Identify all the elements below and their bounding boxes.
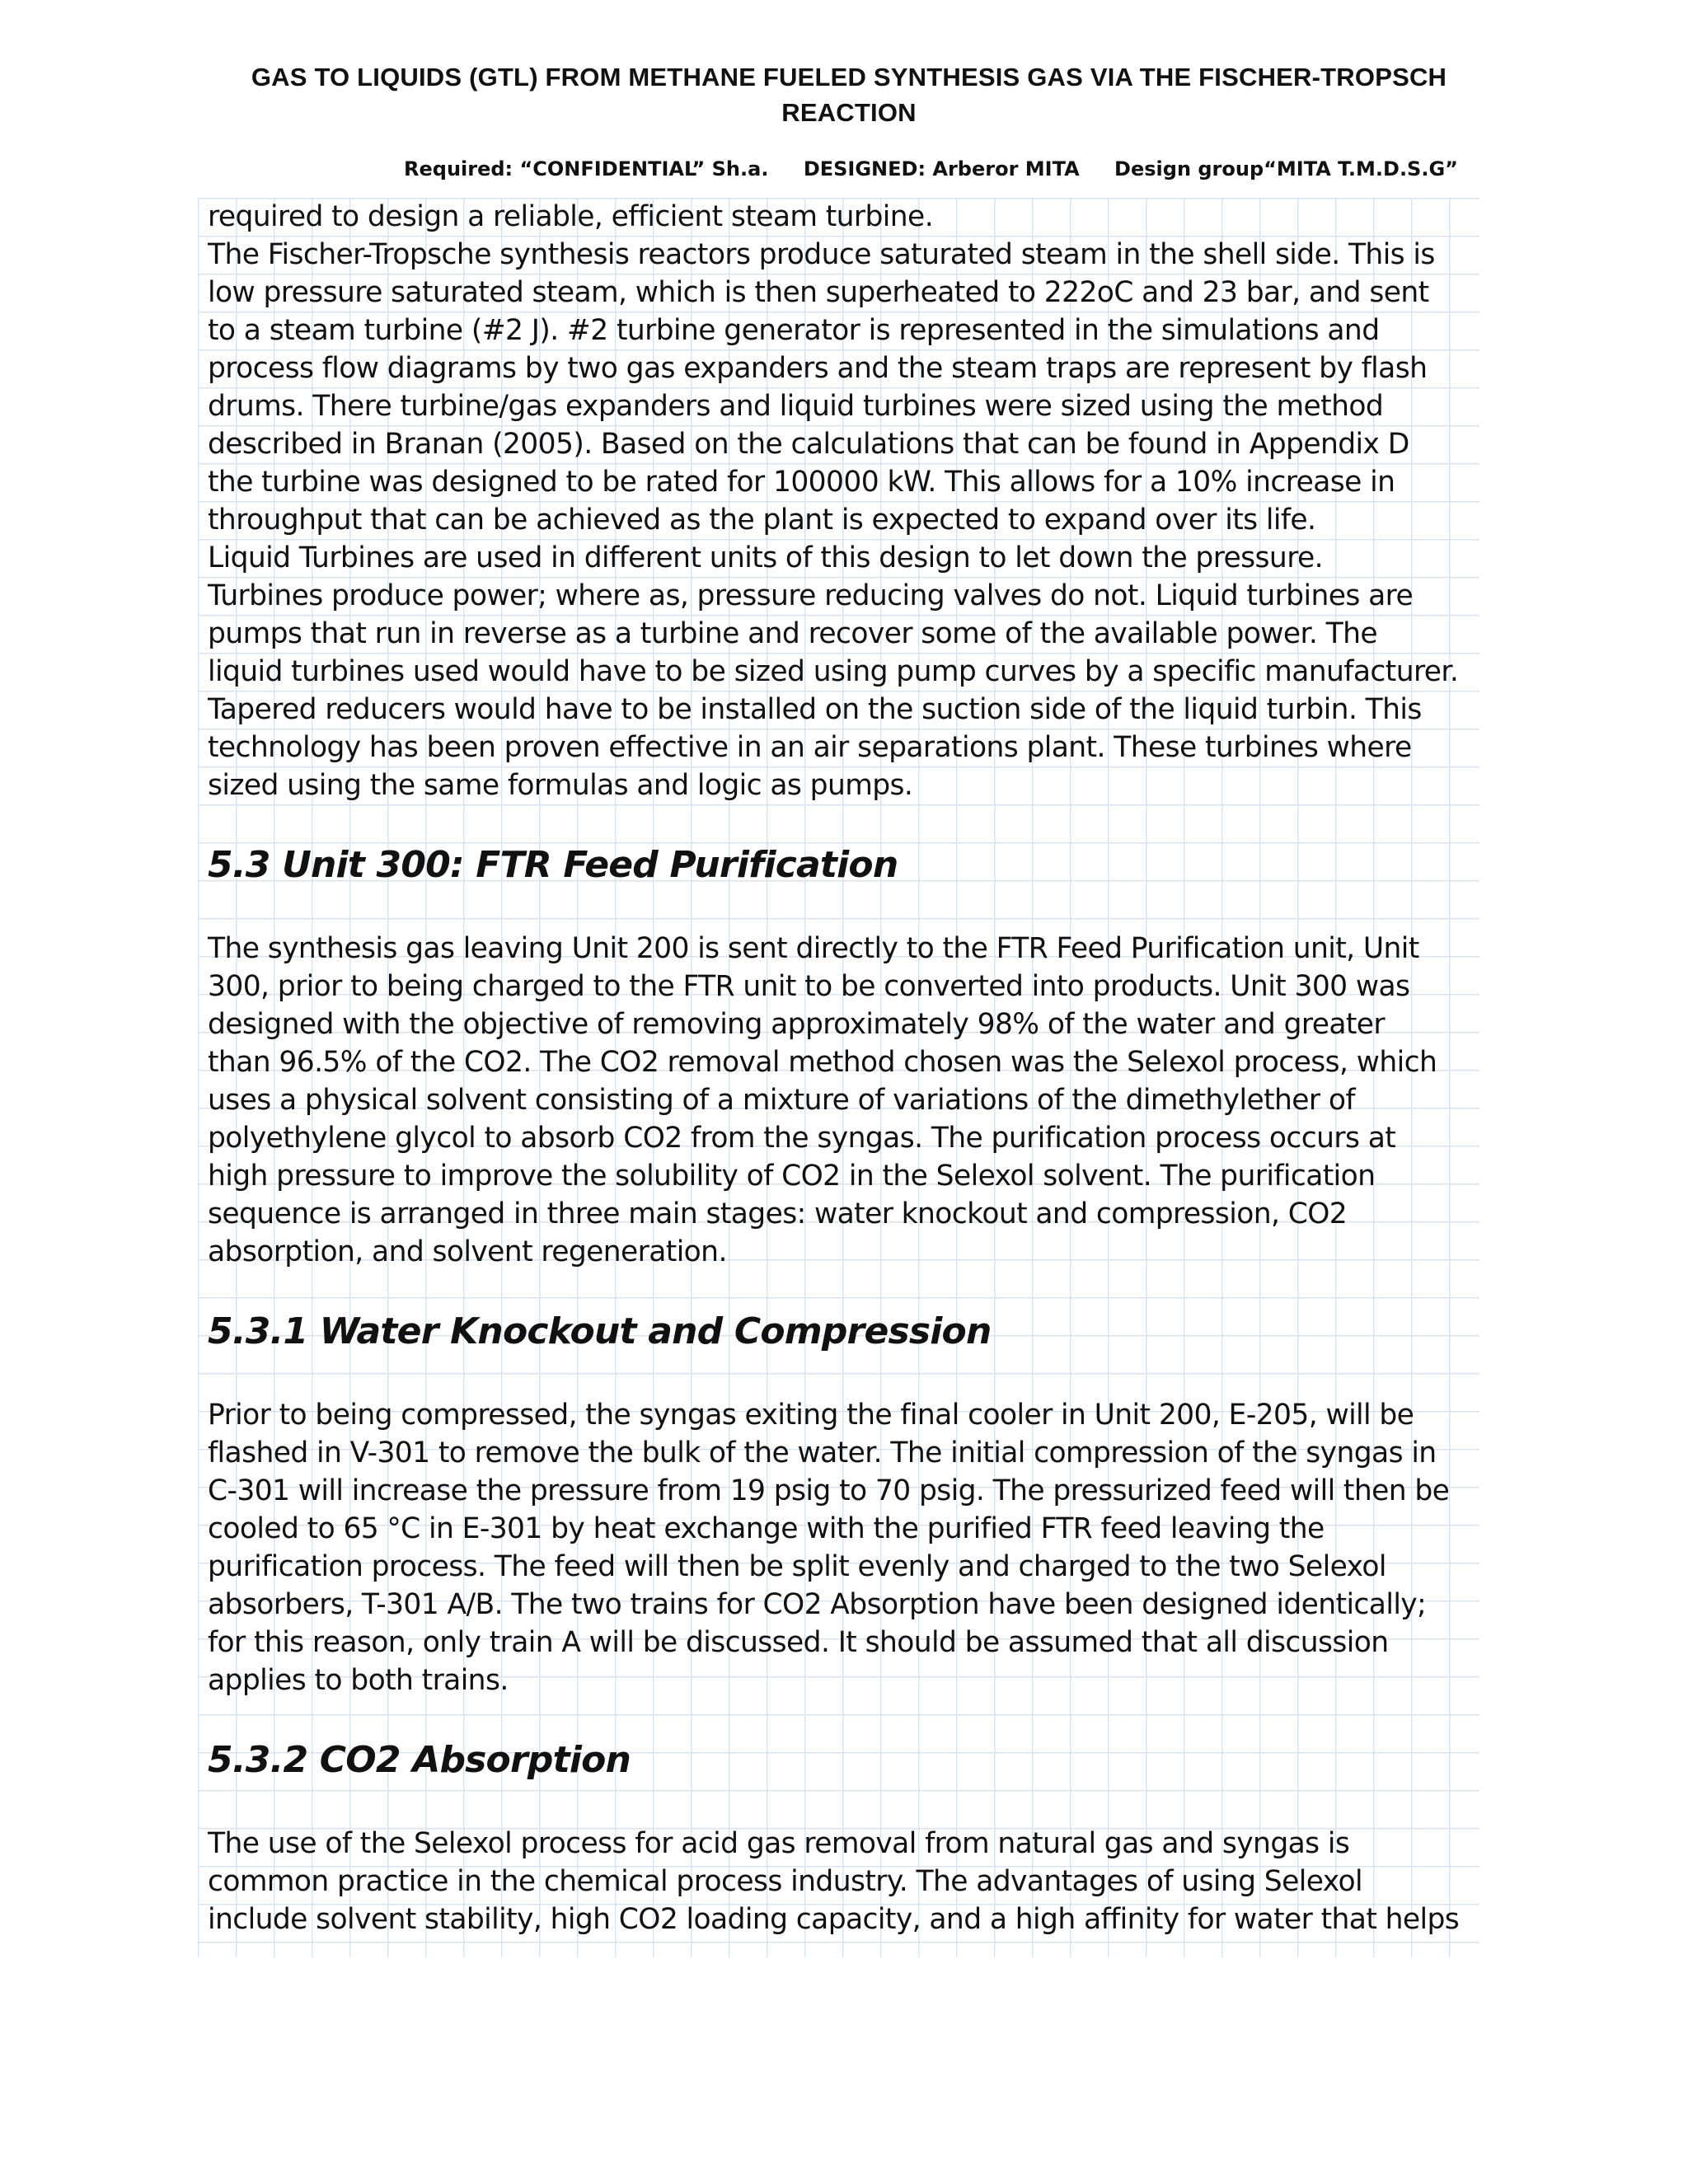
section-heading-5-3-2: 5.3.2 CO2 Absorption — [208, 1739, 631, 1781]
design-group-label: Design group“MITA T.M.D.S.G” — [1114, 157, 1458, 180]
intro-paragraph: required to design a reliable, efficient steam turbine. The Fischer-Tropsche synthesis reactors produce saturated steam in the shell side. This is low pressure saturated steam, which is then superheated to 222oC and 23 bar, and sent to a steam turbine (#2 J). #2 turbine generator is represented in the simulations and process flow diagrams by two gas expanders and the steam traps are represent by flash drums. There turbine/gas expanders and liquid turbines were sized using the method described in Branan (2005). Based on the calculations that can be found in Appendix D the turbine was designed to be rated for 100000 kW. This allows for a 10% increase in throughput that can be achieved as the plant is expected to expand over its life. Liquid Turbines are used in different units of this design to let down the pressure. Turbines produce power; where as, pressure reducing valves do not. Liquid turbines are pumps that run in reverse as a turbine and recover some of the available power. The liquid turbines used would have to be sized using pump curves by a specific manufacturer. Tapered reducers would have to be installed on the suction side of the liquid turbin. This technology has been proven effective in an air separations plant. These turbines where sized using the same formulas and logic as pumps. — [208, 200, 1459, 802]
section-heading-5-3: 5.3 Unit 300: FTR Feed Purification — [208, 844, 898, 886]
section-text-5-3: The synthesis gas leaving Unit 200 is sent directly to the FTR Feed Purification unit, Unit 300, prior to being charged to the FTR unit to be converted into products. Unit 300 was designed with the objective of removing approximately 98% of the water and greater than 96.5% of the CO2. The CO2 removal method chosen was the Selexol process, which uses a physical solvent consisting of a mixture of variations of the dimethylether of polyethylene glycol to absorb CO2 from the syngas. The purification process occurs at high pressure to improve the solubility of CO2 in the Selexol solvent. The purification sequence is arranged in three main stages: water knockout and compression, CO2 absorption, and solvent regeneration. — [208, 932, 1437, 1268]
section-text-5-3-2: The use of the Selexol process for acid gas removal from natural gas and syngas is common practice in the chemical process industry. The advantages of using Selexol include solvent stability, high CO2 loading capacity, and a high affinity for water that helps — [208, 1827, 1460, 1936]
page-title: GAS TO LIQUIDS (GTL) FROM METHANE FUELED SYNTHESIS GAS VIA THE FISCHER-TROPSCH REACTION — [251, 63, 1447, 127]
section-heading-5-3-1: 5.3.1 Water Knockout and Compression — [208, 1310, 992, 1352]
required-label: Required: “CONFIDENTIAL” Sh.a. — [404, 157, 769, 180]
section-text-5-3-1: Prior to being compressed, the syngas exiting the final cooler in Unit 200, E-205, will be flashed in V-301 to remove the bulk of the water. The initial compression of the syngas in C-301 will increase the pressure from 19 psig to 70 psig. The pressurized feed will then be cooled to 65 °C in E-301 by heat exchange with the purified FTR feed leaving the purification process. The feed will then be split evenly and charged to the two Selexol absorbers, T-301 A/B. The two trains for CO2 Absorption have been designed identically; for this reason, only train A will be discussed. It should be assumed that all discussion applies to both trains. — [208, 1399, 1450, 1697]
designed-label: DESIGNED: Arberor MITA — [803, 157, 1080, 180]
document-body — [208, 198, 1493, 1938]
credit-line — [404, 157, 1486, 181]
